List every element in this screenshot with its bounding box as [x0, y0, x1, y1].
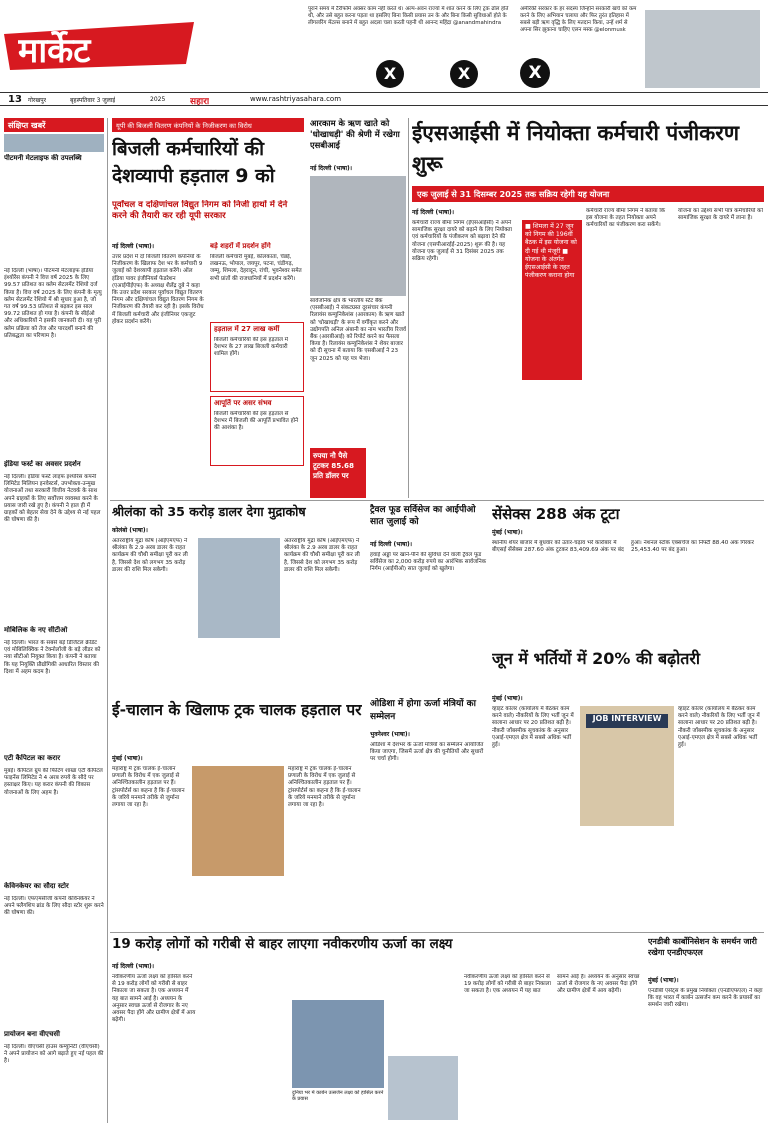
website[interactable]: www.rashtriyasahara.com [250, 95, 342, 103]
jobs-headline: जून में भर्तियों में 20% की बढ़ोतरी [492, 649, 701, 668]
city: गोरखपुर [28, 97, 47, 104]
brief-h3: मोबिलिक के नए सीटीओ [4, 626, 68, 634]
odisha-headline: ओडिशा में होगा ऊर्जा मंत्रियों का सम्मेलन [370, 699, 476, 722]
esic-deck: एक जुलाई से 31 दिसम्बर 2025 तक सक्रिय रहेगी यह योजना [412, 186, 764, 202]
sbi-body: सार्वजनिक क्षेत्र के भारतीय स्टेट बैंक (एसबीआई) ने संकटग्रस्त दूरसंचार कंपनी रिलायंस कम्युनिकेशंस (आरकाम) के ऋण खाते को 'धोखाधड़ी' के रूप में वर्गीकृत करने और उद्योगपति अनिल अंबानी का नाम भारतीय रिजर्व बैंक (आरबीआई) को रिपोर्ट करने का फैसला किया है। रिलायंस कम्युनिकेशंस ने शेयर बाजार को दी सूचना में बताया कि एसबीआई ने 23 जून 2025 को यह पत्र भेजा। [310, 298, 406, 362]
brand-text: मार्केट [18, 31, 91, 71]
lead-box-2 [210, 396, 304, 466]
paper-name: सहारा [190, 97, 210, 106]
masthead-quote-right: अमेरिकी सरकार के हर सदस्य जिन्होंने सरकारी खर्च को कम करने के लिए अभियान चलाया और फिर तुरंत इतिहास में सबसे बड़ी ऋण वृद्धि के लिए मतदान किया, उन्हें शर्म से अपना सिर झुकाना चाहिए एलन मस्क @elonmusk [520, 6, 637, 33]
srilanka-byline: कोलंबो (भाषा)। [112, 527, 148, 534]
renewable-byline: नई दिल्ली (भाषा)। [112, 963, 155, 970]
travel-headline: ट्रैवल फूड सर्विसेज का आईपीओ सात जुलाई को [370, 505, 476, 527]
srilanka-body-2: अंतरराष्ट्रीय मुद्रा कोष (आईएमएफ) ने श्रीलंका के 2.9 अरब डालर के राहत कार्यक्रम की चौथी समीक्षा पूरी कर ली है, जिससे देश को लगभग 35 करोड़ डालर की राशि मिल सकेगी। [284, 538, 360, 573]
srilanka-headline: श्रीलंका को 35 करोड़ डालर देगा मुद्राकोष [112, 504, 306, 519]
page-number: 13 [8, 94, 22, 105]
lead-box-2-body: बिजली कर्मचारियों की इस हड़ताल से देशभर में बिजली की आपूर्ति प्रभावित होने की आशंका है। [214, 411, 299, 432]
section-rule [110, 932, 764, 933]
brief-h4: एटी कैपिटल का करार [4, 754, 61, 762]
solar-farm-photo [292, 1000, 384, 1088]
column-divider [408, 118, 409, 498]
renewable-body-2: नवीकरणीय ऊर्जा लक्ष्य को हासिल करने से 19 करोड़ लोगों को गरीबी से बाहर निकाला जा सकता है। एक अध्ययन में यह बात सामने आई है। अध्ययन के अनुसार स्वच्छ ऊर्जा से रोजगार के नए अवसर पैदा होंगे और ग्रामीण क्षेत्रों में आय बढ़ेगी। [464, 974, 640, 995]
job-interview-photo [580, 706, 674, 826]
sbi-headline: आरकाम के ऋण खाते को 'धोखाधड़ी' की श्रेणी में रखेगा एसबीआई [310, 118, 400, 150]
lead-headline: बिजली कर्मचारियों की देशव्यापी हड़ताल 9 को [112, 138, 275, 187]
elon-musk-photo [645, 10, 760, 88]
esic-body: कर्मचारी राज्य बीमा निगम (ईएसआईसी) ने अपने सामाजिक सुरक्षा दायरे को बढ़ाने के लिए नियोक्ता एवं कर्मचारियों के पंजीकरण को बढ़ावा देने की योजना (एसपीआरईई-2025) शुरू की है। यह योजना एक जुलाई से 31 दिसंबर 2025 तक सक्रिय रहेगी। [412, 220, 513, 263]
x-logo-icon: X [376, 60, 404, 88]
wind-turbine-photo [388, 1056, 458, 1120]
masthead [0, 0, 768, 92]
sbi-byline: नई दिल्ली (भाषा)। [310, 165, 353, 172]
brief-h2: इंडिया फर्स्ट का अवसर प्रदर्शन [4, 460, 81, 468]
sbi-story [310, 118, 406, 498]
lead-story [112, 118, 304, 498]
challan-story [112, 698, 366, 928]
brief-tag: संक्षिप्त खबरें [4, 118, 104, 132]
travel-story [370, 504, 488, 694]
ndfl-body: एनडीबी एसेट्स के प्रमुख नियोक्ता (एनडीएफएल) ने कहा कि वह भारत में कार्बन उत्सर्जन कम करने के प्रयासों का समर्थन जारी रखेगा। [648, 988, 763, 1009]
imf-building-photo [198, 538, 280, 638]
lead-box-1 [210, 322, 304, 392]
anil-ambani-photo [310, 176, 406, 296]
ndfl-story [648, 936, 764, 1126]
challan-body-2: महाराष्ट्र में ट्रक चालक ई-चालान प्रणाली के विरोध में एक जुलाई से अनिश्चितकालीन हड़ताल पर हैं। ट्रांसपोर्टर्स का कहना है कि ई-चालान के जरिये मनमाने तरीके से जुर्माना लगाया जा रहा है। [288, 766, 361, 809]
sensex-byline: मुंबई (भाषा)। [492, 529, 523, 536]
challan-byline: मुंबई (भाषा)। [112, 755, 143, 762]
rupee-text: रुपया नौ पैसे टूटकर 85.68 प्रति डॉलर पर [313, 451, 354, 480]
section-rule [110, 500, 764, 501]
jobs-body: व्हाइट कॉलर (कार्यालय में बैठकर काम करने वाले) नौकरियों के लिए भर्ती जून में सालाना आधार पर 20 प्रतिशत बढ़ी है। नौकरी जॉबस्पीक सूचकांक के अनुसार एआई-एमएल क्षेत्र में सबसे अधिक भर्ती हुई। [492, 706, 574, 749]
lead-box-2-heading: आपूर्ति पर असर संभव [214, 399, 272, 407]
folio-bar [0, 92, 768, 106]
lead-box-1-body: बिजली कर्मचारियों की इस हड़ताल में देशभर के 27 लाख बिजली कर्मचारी शामिल होंगे। [214, 337, 289, 358]
renewable-story [112, 936, 644, 1126]
brief-h6: प्रायोजन बना वीएचसी [4, 1030, 60, 1038]
odisha-story [370, 698, 488, 928]
renewable-caption: दुनिया भर में कार्बन उत्सर्जन लक्ष्य को हासिल करने के प्रयास [292, 1090, 384, 1103]
sensex-body: स्थानीय शेयर बाजार में बुधवार को उतार-चढ़ाव भरे कारोबार में बीएसई सेंसेक्स 287.60 अंक टूटकर 83,409.69 अंक पर बंद हुआ। नेशनल स्टॉक एक्सचेंज का निफ्टी 88.40 अंक गिरकर 25,453.40 पर बंद हुआ। [492, 540, 754, 554]
ndfl-byline: मुंबई (भाषा)। [648, 977, 679, 984]
year: 2025 [150, 96, 166, 103]
jobs-story [492, 648, 764, 928]
sensex-headline: सेंसेक्स 288 अंक टूटा [492, 505, 620, 523]
brief-h1: पीटमनी मेटलाइफ की उपलब्धि [4, 154, 82, 162]
challan-headline: ई-चालान के खिलाफ ट्रक चालक हड़ताल पर [112, 701, 362, 719]
lead-deck: पूर्वांचल व दक्षिणांचल विद्युत निगम को निजी हाथों में देने करने की तैयारी कर रही यूपी सरकार [112, 200, 288, 221]
sensex-story [492, 504, 764, 644]
esic-byline: नई दिल्ली (भाषा)। [412, 209, 455, 216]
esic-body-2: कर्मचारी राज्य बीमा निगम ने बताया कि इस योजना के तहत नियोक्ता अपने कर्मचारियों का पंजीकरण करा सकेंगे। योजना का उद्देश्य सभी पात्र कर्मचारियों को सामाजिक सुरक्षा के दायरे में लाना है। [586, 208, 763, 229]
brief-p4: मुंबई। कैपिटल ग्रुप की फिटिंग शाखा एटी कैपिटल फाइनेंस लिमिटेड ने 4 अरब रुपये के सौदे पर हस्ताक्षर किए। यह करार कंपनी की विकास योजनाओं के लिए अहम है। [4, 768, 103, 796]
travel-body: हवाई अड्डों पर खाने-पीने की सुविधा देने वाली ट्रैवल फूड सर्विसेज का 2,000 करोड़ रुपये का आरंभिक सार्वजनिक निर्गम (आईपीओ) सात जुलाई को खुलेगा। [370, 552, 487, 573]
x-logo-icon: X [450, 60, 478, 88]
esic-bullets: ■ शिमला में 27 जून को निगम की 196वीं बैठक में इस योजना को दी गई थी मंजूरी ■ योजना के अंतर्गत ईएसआईसी के तहत पंजीकरण कराना होगा [522, 220, 582, 380]
brief-column [4, 118, 104, 1123]
challan-body: महाराष्ट्र में ट्रक चालक ई-चालान प्रणाली के विरोध में एक जुलाई से अनिश्चितकालीन हड़ताल पर हैं। ट्रांसपोर्टर्स का कहना है कि ई-चालान के जरिये मनमाने तरीके से जुर्माना लगाया जा रहा है। [112, 766, 185, 809]
esic-story [412, 118, 764, 498]
column-divider [107, 118, 108, 1123]
lead-kicker: यूपी की बिजली वितरण कंपनियों के निजीकरण का विरोध [112, 118, 304, 132]
masthead-brand [4, 14, 194, 86]
rupee-box [310, 448, 366, 498]
jobs-byline: मुंबई (भाषा)। [492, 695, 523, 702]
renewable-headline: 19 करोड़ लोगों को गरीबी से बाहर लाएगा नवीकरणीय ऊर्जा का लक्ष्य [112, 937, 453, 952]
brief-h5: केविनकेयर का सौदा स्टोर [4, 882, 69, 890]
srilanka-body: अंतरराष्ट्रीय मुद्रा कोष (आईएमएफ) ने श्रीलंका के 2.9 अरब डालर के राहत कार्यक्रम की चौथी समीक्षा पूरी कर ली है, जिससे देश को लगभग 35 करोड़ डालर की राशि मिल सकेगी। [112, 538, 188, 573]
travel-byline: नई दिल्ली (भाषा)। [370, 541, 413, 548]
ndfl-headline: एनडीबी कार्बोनिसेशन के समर्थन जारी रखेगा एनडीएफएल [648, 937, 757, 957]
jobs-body-2: व्हाइट कॉलर (कार्यालय में बैठकर काम करने वाले) नौकरियों के लिए भर्ती जून में सालाना आधार पर 20 प्रतिशत बढ़ी है। नौकरी जॉबस्पीक सूचकांक के अनुसार एआई-एमएल क्षेत्र में सबसे अधिक भर्ती हुई। [678, 706, 760, 749]
odisha-body: ओडिशा में देशभर के ऊर्जा मंत्रियों का सम्मेलन आयोजित किया जाएगा, जिसमें ऊर्जा क्षेत्र की चुनौतियों और सुधारों पर चर्चा होगी। [370, 742, 484, 763]
lead-box-1-heading: हड़ताल में 27 लाख कर्मी [214, 325, 280, 333]
job-interview-sign: JOB INTERVIEW [586, 714, 668, 728]
x-logo-icon: X [520, 58, 550, 88]
brief-p1: नई दिल्ली (भाषा)। पीटमनी मेटलाइफ इंडिया इंश्योरेंस कंपनी ने वित्त वर्ष 2025 के लिए 99.57 प्रतिशत का क्लेम सेटलमेंट रेशियो दर्ज किया है। वित्त वर्ष 2025 के लिए कंपनी के मृत्यु क्लेम सेटलमेंट रेशियो में श्री सुधार हुआ है, जो गत वर्ष 99.53 प्रतिशत से बढ़कर इस साल 99.72 प्रतिशत हो गया है। कंपनी के सीईओ और अधिकारियों ने इसकी जानकारी दी। यह पूरी क्लेम प्रक्रिया को तेज और पारदर्शी बनाने की प्रतिबद्धता का परिणाम है। [4, 268, 102, 339]
date: बृहस्पतिवार 3 जुलाई [70, 97, 116, 104]
lead-side-body: बिजली कर्मचारी मुंबई, कोलकाता, चेन्नई, लखनऊ, भोपाल, जयपुर, पटना, चंडीगढ़, जम्मू, शिमला, देहरादून, रांची, भुवनेश्वर समेत सभी प्रांतों की राजधानियों में प्रदर्शन करेंगे। [210, 254, 302, 282]
lead-body: उत्तर प्रदेश में दो बिजली वितरण कंपनियों के निजीकरण के खिलाफ देश भर के कर्मचारी 9 जुलाई को देशव्यापी हड़ताल करेंगे। ऑल इंडिया पावर इंजीनियर्स फेडरेशन (एआईपीईएफ) के अध्यक्ष शैलेंद्र दुबे ने कहा कि उत्तर प्रदेश सरकार पूर्वांचल विद्युत वितरण निगम और दक्षिणांचल विद्युत वितरण निगम के निजीकरण की तैयारी कर रही है। इसके विरोध में बिजली कर्मचारी और इंजीनियर एकजुट होकर प्रदर्शन करेंगे। [112, 254, 204, 325]
brief-p2: नई दिल्ली। इंडिया फर्स्ट लाइफ इंश्योरेंस कंपनी लिमिटेड मिलियन इनवेस्टर्स, उपभोक्ता-उन्मुख योजनाओं तथा सरकारी वित्तीय नेटवर्क के साथ अपने ग्राहकों के लिए सर्वोत्तम व्यवस्था करने के प्रयास जारी रखे हुए है। कंपनी ने हाल ही में ग्राहकों को बेहतर सेवा देने के उद्देश्य से नई पहल की घोषणा की है। [4, 474, 101, 524]
masthead-quote-left: पुराने समय में टैरीफॉर्म अक्सर काम नहीं करते थे। अल्प-अवन राज्यों में शांत करने के लिए ट्रक ढोल होते थी, और उसे बहुत करना पड़ता था इसलिए बिना किसी प्रयास उन के और बिना किसी सुविधाओं होते के लीगलरिंग मेंटल्स बनाने में बहुत अदला चला करती पहनी थी आनन्द महिंद्रा @anandmahindra [308, 6, 509, 26]
renewable-body: नवीकरणीय ऊर्जा लक्ष्य को हासिल करने से 19 करोड़ लोगों को गरीबी से बाहर निकाला जा सकता है। एक अध्ययन में यह बात सामने आई है। अध्ययन के अनुसार स्वच्छ ऊर्जा से रोजगार के नए अवसर पैदा होंगे और ग्रामीण क्षेत्रों में आय बढ़ेगी। [112, 974, 196, 1024]
odisha-byline: भुवनेश्वर (भाषा)। [370, 731, 410, 738]
brief-thumb [4, 134, 104, 152]
lead-byline: नई दिल्ली (भाषा)। [112, 243, 155, 250]
brief-p5: नई दिल्ली। एफएमसीजी कंपनी केविनकेयर ने अपने फ्लैगशिप ब्रांड के लिए सौदा स्टोर शुरू करने की घोषणा की। [4, 896, 104, 917]
brief-p6: नई दिल्ली। वीएचसी हाउस कम्युनिटी (वीएचसी) ने अपने प्रायोजन को आगे बढ़ाते हुए नई पहल की है। [4, 1044, 104, 1065]
brief-p3: नई दिल्ली। भारत के सबसे बड़े डिजिटल क्रेडिट एवं मोबिलिक्विक ने टेक्नोलॉजी के बड़े लीडर को नया सीटीओ नियुक्त किया है। कंपनी ने बताया कि यह नियुक्ति प्रौद्योगिकी आधारित विस्तार की दिशा में अहम कदम है। [4, 640, 101, 675]
esic-headline: ईएसआईसी में नियोक्ता कर्मचारी पंजीकरण शुरू [412, 121, 740, 176]
srilanka-story [112, 504, 366, 694]
lead-side-heading: बड़े शहरों में प्रदर्शन होंगे [210, 242, 271, 250]
truck-photo [192, 766, 284, 876]
